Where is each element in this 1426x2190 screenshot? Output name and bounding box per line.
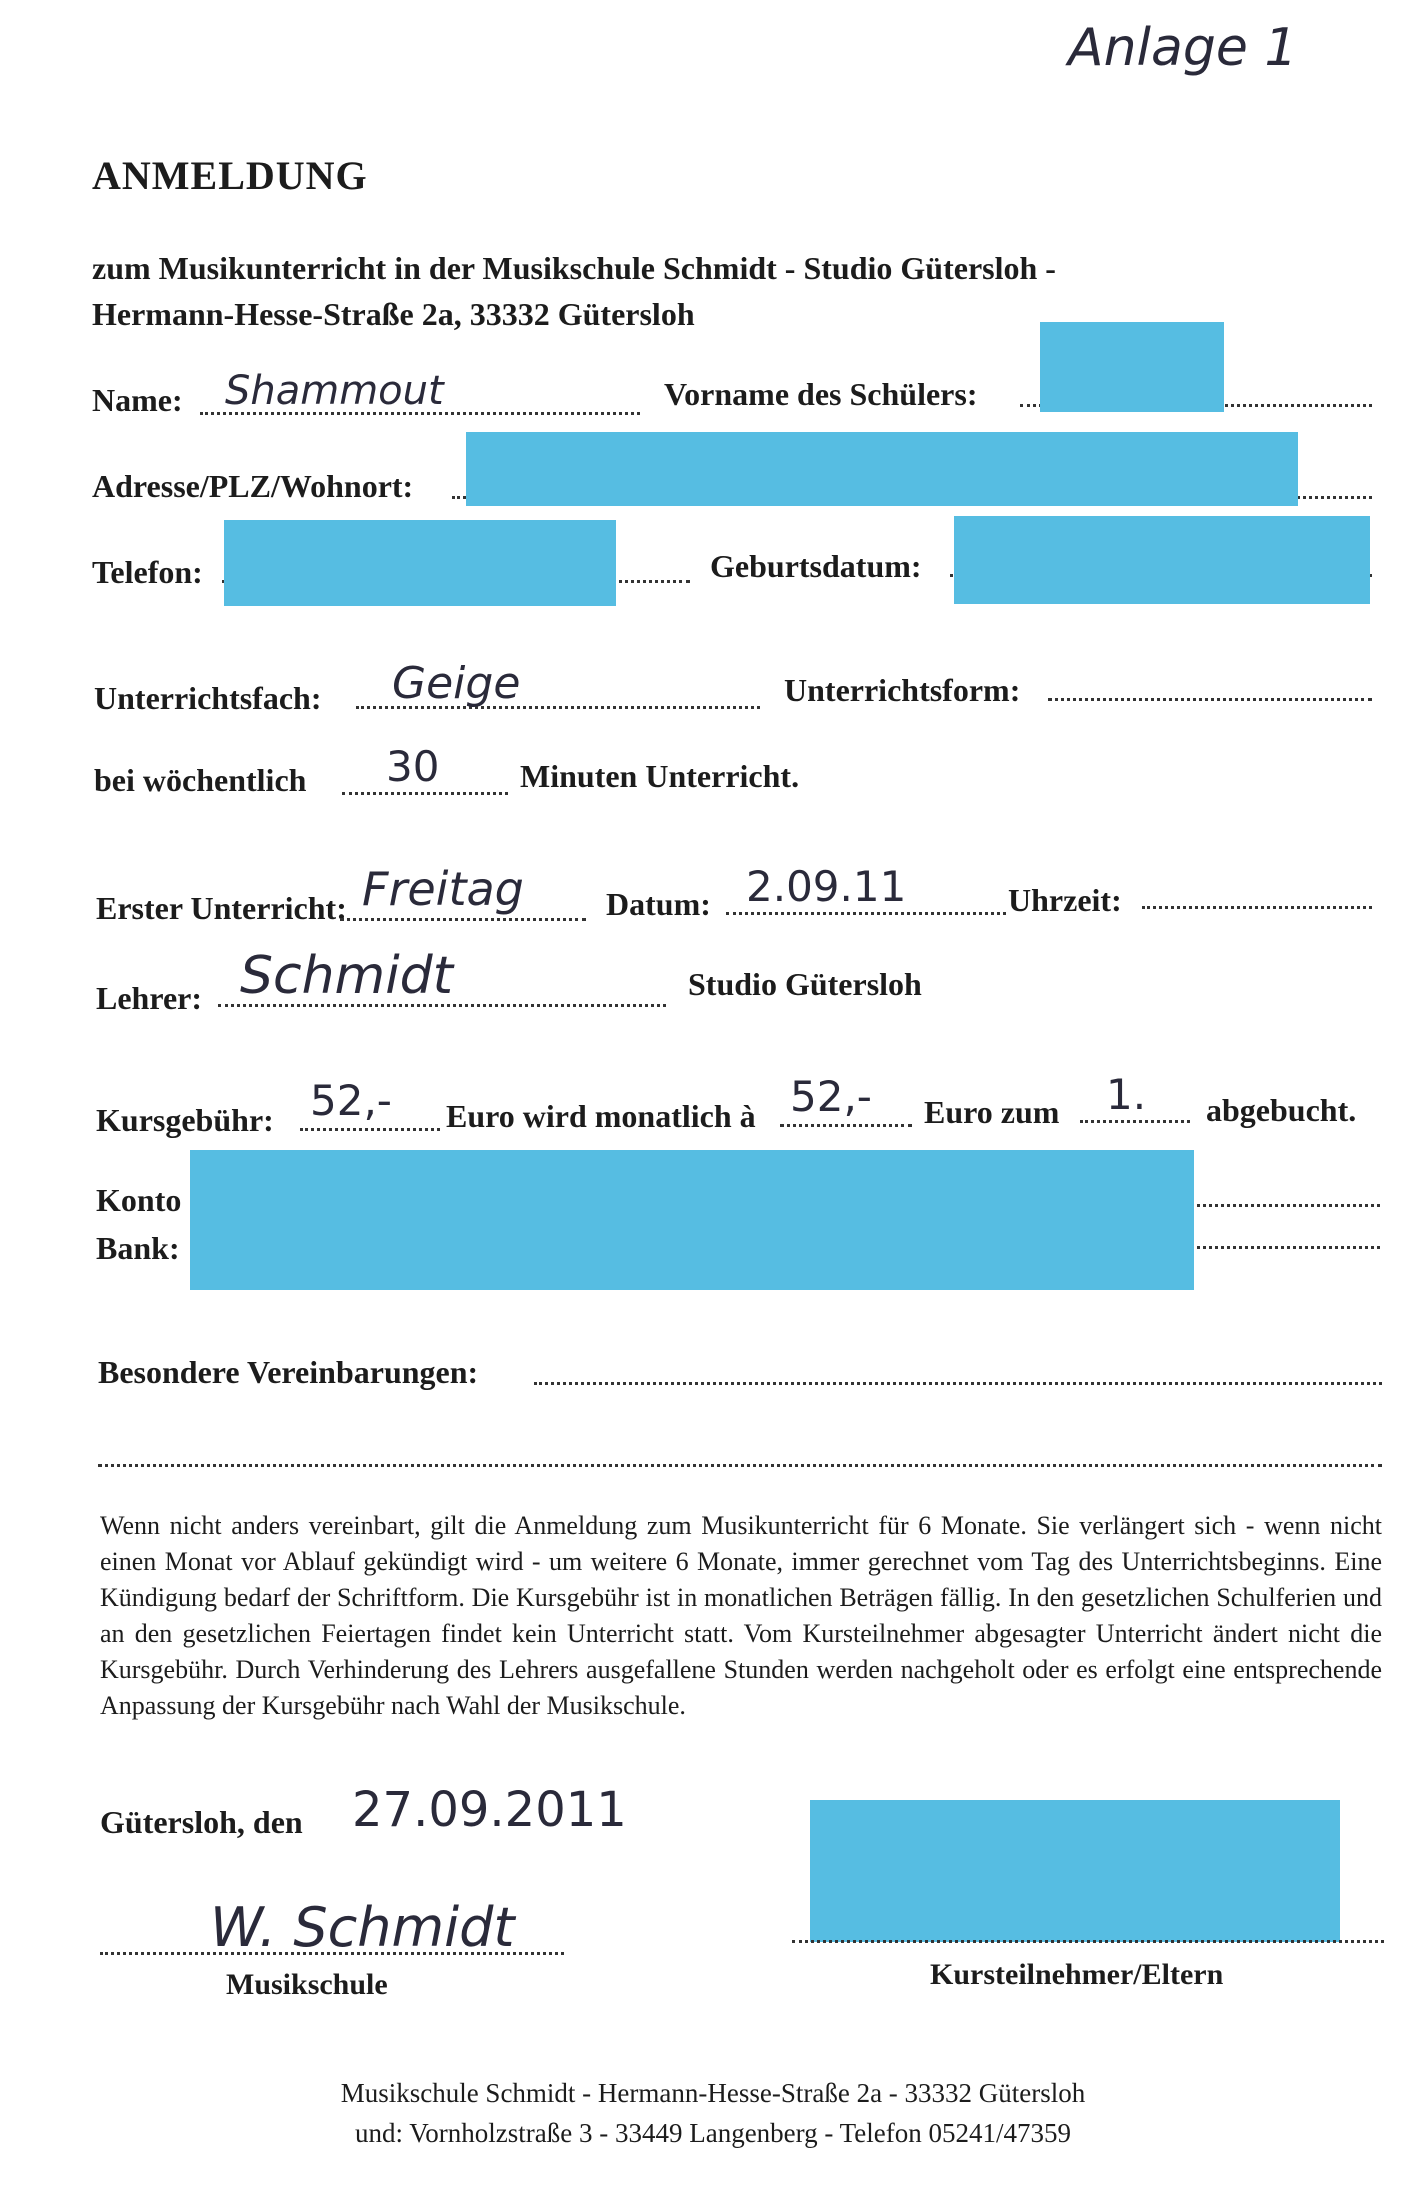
monatlich-value: 52,- [790,1072,872,1121]
konto-label: Konto [96,1182,182,1218]
name-value: Shammout [225,368,444,414]
monatlich-field-line[interactable] [780,1124,912,1127]
participant-signature-line [792,1940,1384,1943]
lehrer-label: Lehrer: [96,980,203,1016]
datum-field-line[interactable] [726,912,1006,915]
besondere-label: Besondere Vereinbarungen: [98,1354,479,1390]
euro-zum-label: Euro zum [924,1094,1060,1130]
footer-line1: Musikschule Schmidt - Hermann-Hesse-Straße 2a - 33332 Gütersloh [340,2078,1086,2108]
geburtsdatum-label: Geburtsdatum: [710,548,922,584]
place-date-label: Gütersloh, den [100,1804,303,1840]
school-label: Musikschule [226,1968,388,2001]
euro-monatlich-label: Euro wird monatlich à [446,1098,756,1134]
adresse-label: Adresse/PLZ/Wohnort: [92,468,414,504]
besondere-field-line[interactable] [534,1382,1382,1385]
uhrzeit-label: Uhrzeit: [1008,882,1122,918]
telefon-redaction [224,520,616,606]
bank-field-line[interactable] [1190,1246,1380,1249]
uhrzeit-field-line[interactable] [1142,906,1372,909]
lehrer-value: Schmidt [240,946,454,1006]
unterrichtsform-field-line[interactable] [1048,698,1372,701]
signature-date-value: 27.09.2011 [352,1782,627,1838]
subtitle-line1: zum Musikunterricht in der Musikschule Schmidt - Studio Gütersloh - [92,250,1056,286]
woechentlich-label: bei wöchentlich [94,762,307,798]
terms-paragraph: Wenn nicht anders vereinbart, gilt die Anmeldung zum Musikunterricht für 6 Monate. Sie verlängert sich - wenn nicht einen Monat vor Ablauf gekündigt wird - um weitere 6 Monate, immer gerechnet vom Tag des Unterrichtsbeginns. Eine Kündigung bedarf der Schriftform. Die Kursgebühr ist in monatlichen Beträgen fällig. In den gesetzlichen Schulferien und an den gesetzlichen Feiertagen findet kein Unterricht statt. Vom Kursteilnehmer abgesagter Unterricht ändert nicht die Kursgebühr. Durch Verhinderung des Lehrers ausgefallene Stunden werden nachgeholt oder es erfolgt eine entsprechende Anpassung der Kursgebühr nach Wahl der Musikschule. [100,1511,1382,1720]
unterrichtsform-label: Unterrichtsform: [784,672,1021,708]
participant-signature-redaction [810,1800,1340,1942]
unterrichtsfach-value: Geige [392,658,521,709]
datum-value: 2.09.11 [746,862,907,911]
kursgebuehr-label: Kursgebühr: [96,1102,274,1138]
konto-bank-redaction [190,1150,1194,1290]
footer-line2: und: Vornholzstraße 3 - 33449 Langenberg - Telefon 05241/47359 [355,2118,1071,2148]
erster-unterricht-value: Freitag [362,862,524,916]
name-label: Name: [92,382,183,418]
erster-unterricht-label: Erster Unterricht: [96,890,347,926]
abgebucht-label: abgebucht. [1206,1092,1357,1128]
kursgebuehr-field-line[interactable] [300,1128,440,1131]
school-signature: W. Schmidt [210,1896,515,1959]
school-signature-line [100,1952,564,1955]
bank-label: Bank: [96,1230,180,1266]
annotation-anlage: Anlage 1 [1068,18,1298,78]
adresse-redaction [466,432,1298,506]
subtitle-line2: Hermann-Hesse-Straße 2a, 33332 Gütersloh [92,296,695,332]
zum-value: 1. [1106,1070,1147,1119]
erster-unterricht-field-line[interactable] [340,918,586,921]
zum-field-line[interactable] [1080,1120,1190,1123]
kursgebuehr-value: 52,- [310,1076,392,1125]
telefon-label: Telefon: [92,554,203,590]
minuten-label: Minuten Unterricht. [520,758,800,794]
vorname-label: Vorname des Schülers: [664,376,978,412]
datum-label: Datum: [606,886,711,922]
unterrichtsfach-label: Unterrichtsfach: [94,680,322,716]
minuten-value: 30 [386,742,440,791]
page-title: ANMELDUNG [92,153,368,198]
studio-label: Studio Gütersloh [688,966,922,1002]
konto-field-line[interactable] [1190,1204,1380,1207]
besondere-field-line-2[interactable] [98,1464,1382,1467]
vorname-redaction [1040,322,1224,412]
participant-label: Kursteilnehmer/Eltern [930,1958,1224,1991]
minuten-field-line[interactable] [342,792,508,795]
geburtsdatum-redaction [954,516,1370,604]
